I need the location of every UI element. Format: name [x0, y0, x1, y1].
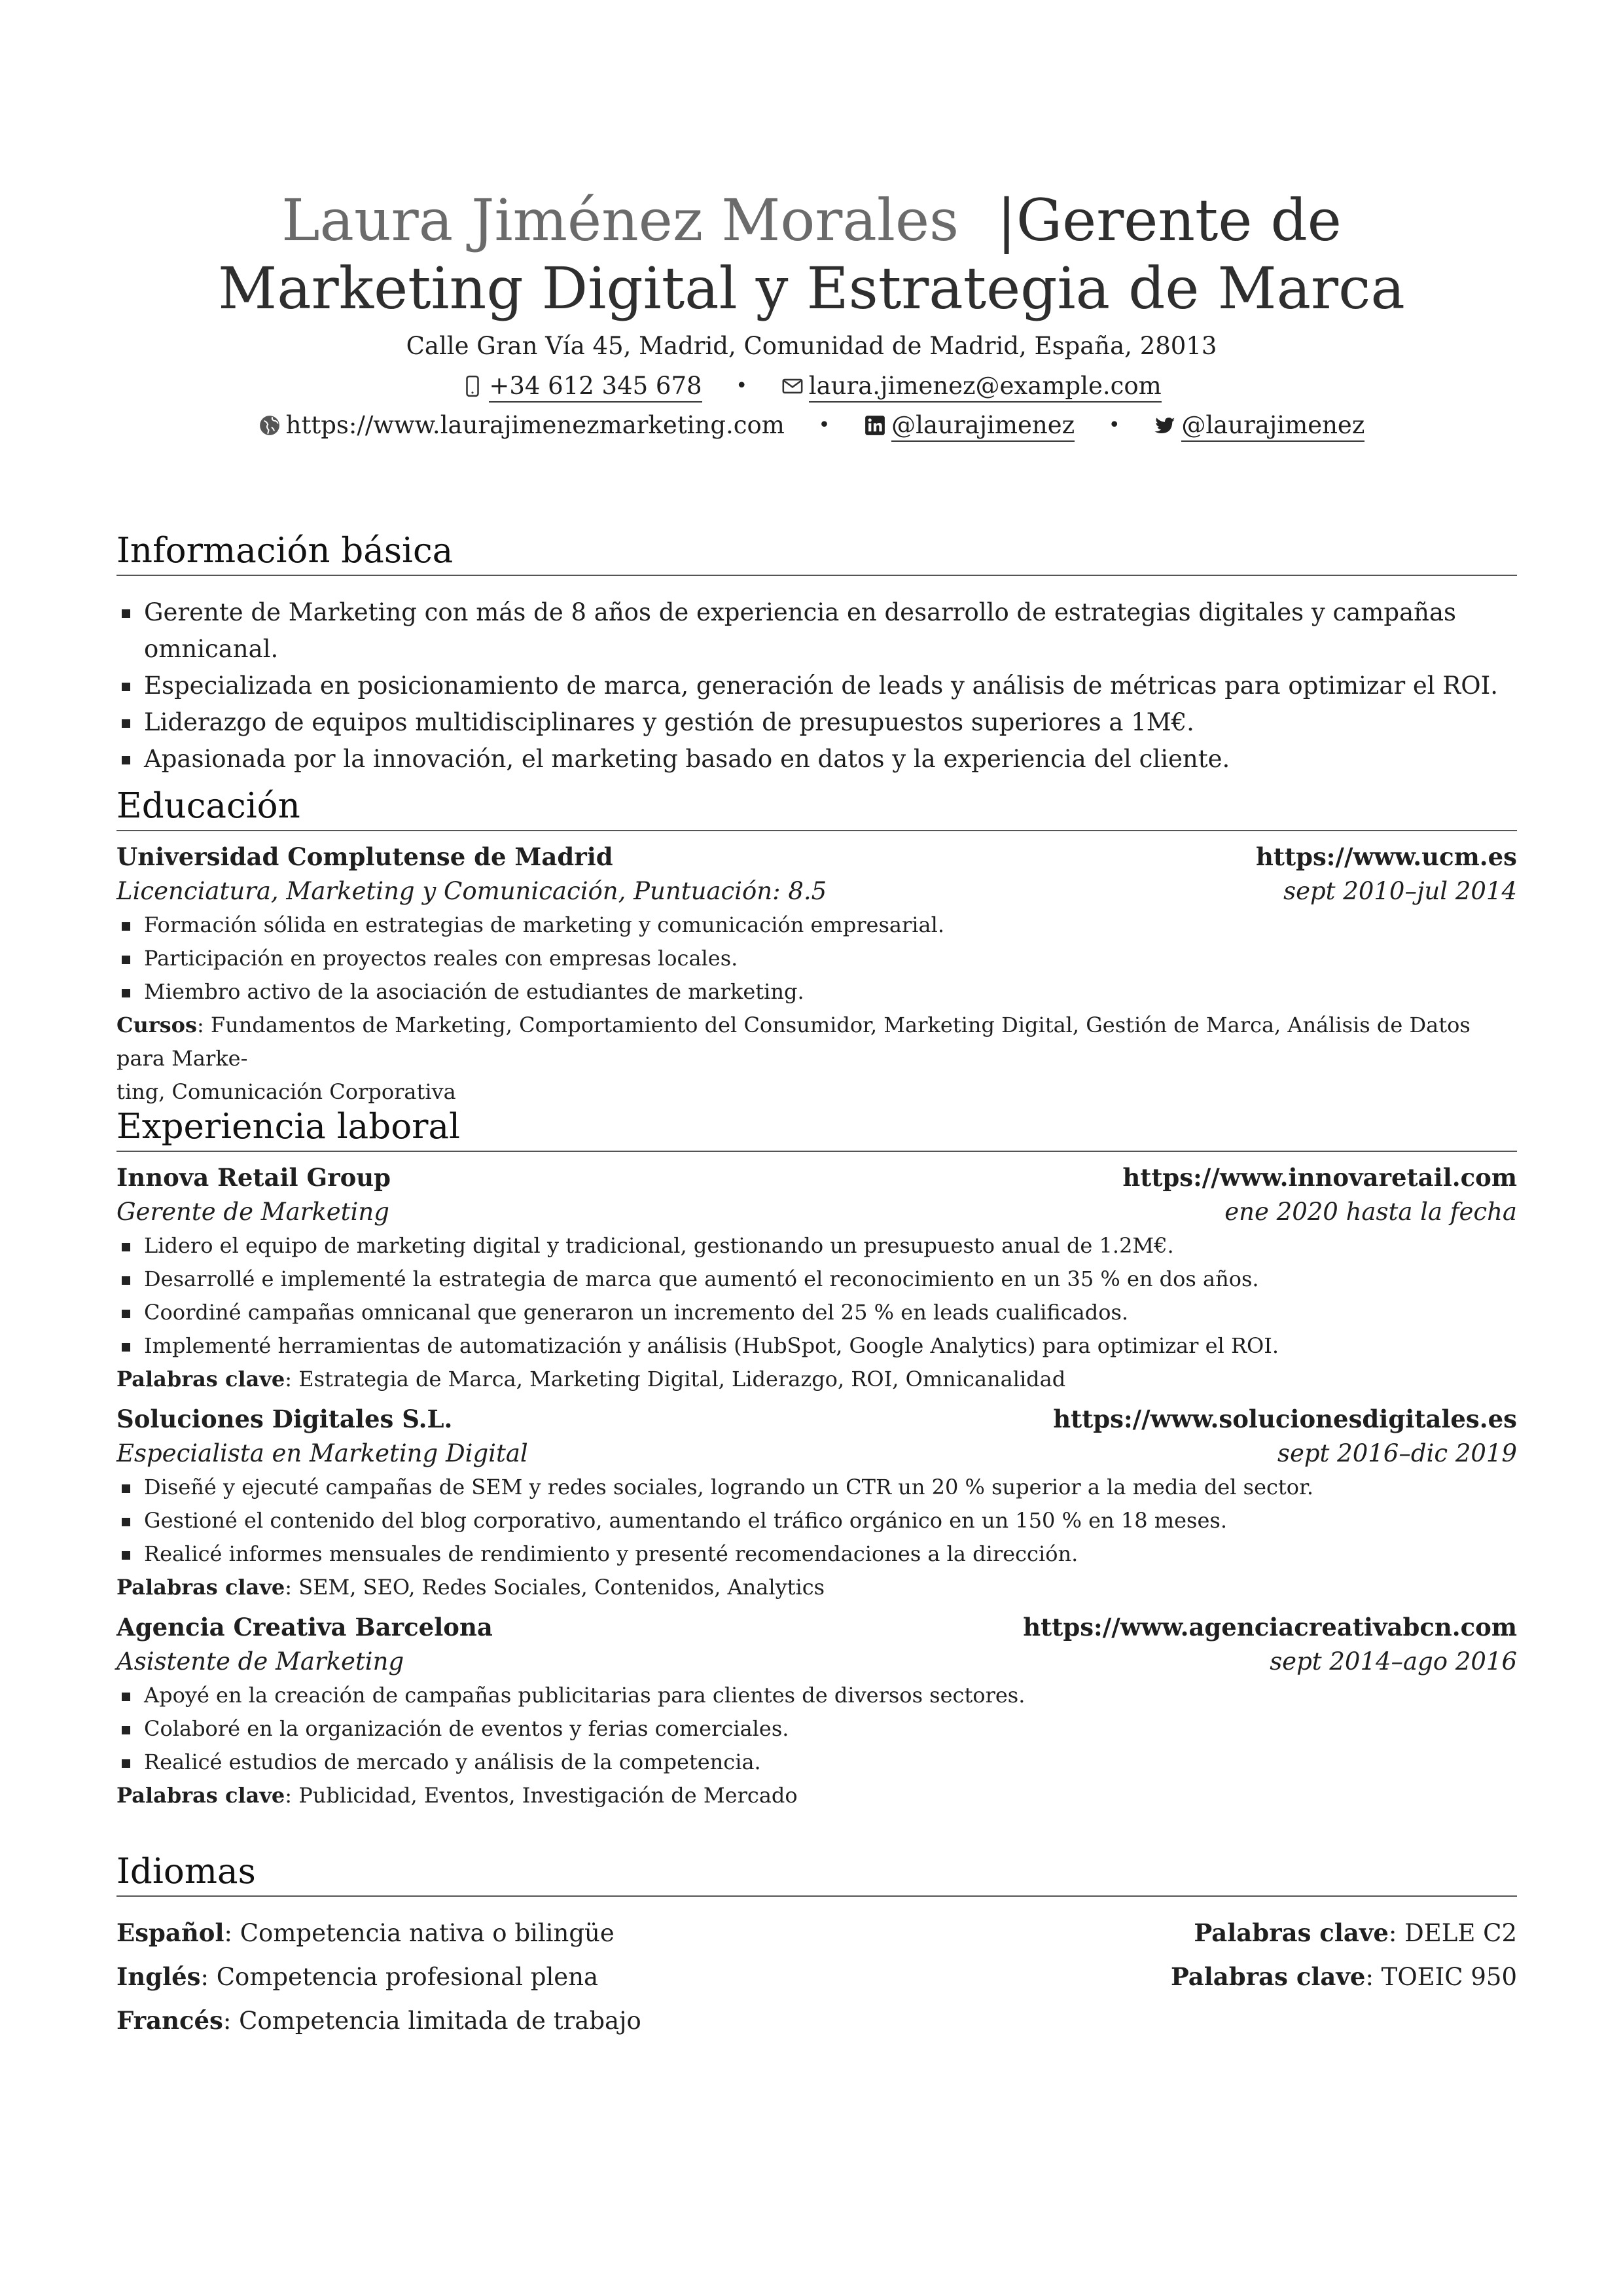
language-name: Francés [116, 2006, 223, 2035]
list-item: Realicé estudios de mercado y análisis de la competencia. [116, 1746, 1517, 1779]
section-title: Experiencia laboral [116, 1106, 1517, 1152]
website-link[interactable]: https://www.laurajimenezmarketing.com [285, 411, 785, 439]
twitter-contact[interactable] [1154, 411, 1364, 440]
cert-label: Palabras clave [1194, 1918, 1389, 1947]
language-level: : Competencia limitada de trabajo [223, 2007, 641, 2035]
section-basic-info [116, 530, 1517, 778]
job-keywords [116, 1571, 1517, 1604]
languages-list [116, 1911, 1517, 2043]
name-title-line-1 [0, 187, 1623, 255]
language-name: Inglés [116, 1962, 201, 1991]
company-name: Soluciones Digitales S.L. [116, 1405, 453, 1433]
section-languages [116, 1851, 1517, 2043]
company-name: Innova Retail Group [116, 1163, 391, 1192]
phone-icon [461, 375, 484, 397]
twitter-icon [1154, 414, 1176, 437]
contact-separator: • [818, 414, 830, 437]
phone-link[interactable]: +34 612 345 678 [489, 372, 702, 403]
list-item: Desarrollé e implementé la estrategia de marca que aumentó el reconocimiento en un 35 % en dos años. [116, 1263, 1517, 1296]
language-row [116, 1999, 1517, 2043]
list-item: Formación sólida en estrategias de marketing y comunicación empresarial. [116, 908, 1517, 942]
phone-contact[interactable] [461, 372, 702, 401]
job-dates: sept 2014–ago 2016 [1270, 1647, 1517, 1676]
keywords-label: Palabras clave [116, 1367, 285, 1391]
website-contact[interactable] [259, 411, 785, 440]
company-name: Agencia Creativa Barcelona [116, 1613, 493, 1641]
globe-icon [259, 414, 281, 437]
company-url[interactable]: https://www.agenciacreativabcn.com [1023, 1613, 1517, 1641]
section-title: Educación [116, 785, 1517, 831]
language-row [116, 1955, 1517, 1999]
linkedin-icon [864, 414, 886, 437]
contact-separator: • [1108, 414, 1120, 437]
contact-row-2 [0, 410, 1623, 440]
cert-label: Palabras clave [1170, 1962, 1366, 1991]
language-cert: : TOEIC 950 [1365, 1963, 1517, 1991]
company-url[interactable]: https://www.solucionesdigitales.es [1053, 1405, 1517, 1433]
list-item: Coordiné campañas omnicanal que generaron un incremento del 25 % en leads cualificados. [116, 1296, 1517, 1329]
section-experience [116, 1106, 1517, 1812]
list-item: Gerente de Marketing con más de 8 años de experiencia en desarrollo de estrategias digitales y campañas omnicanal. [116, 594, 1517, 668]
institution-name: Universidad Complutense de Madrid [116, 842, 613, 871]
section-education [116, 785, 1517, 1109]
keywords-text: : Estrategia de Marca, Marketing Digital, Liderazgo, ROI, Omnicanalidad [285, 1367, 1066, 1391]
resume-header [0, 187, 1623, 440]
title-separator: | [997, 187, 1016, 254]
keywords-text: : Publicidad, Eventos, Investigación de Mercado [285, 1783, 798, 1808]
job-keywords [116, 1779, 1517, 1812]
job-dates: sept 2016–dic 2019 [1277, 1439, 1517, 1467]
courses-label: Cursos [116, 1013, 197, 1037]
job-role: Asistente de Marketing [116, 1647, 404, 1676]
keywords-label: Palabras clave [116, 1783, 285, 1808]
list-item: Lidero el equipo de marketing digital y tradicional, gestionando un presupuesto anual de 1.2M€. [116, 1229, 1517, 1263]
job-title-part-1: Gerente de [1016, 187, 1342, 254]
contact-separator: • [736, 374, 748, 397]
list-item: Colaboré en la organización de eventos y ferias comerciales. [116, 1712, 1517, 1746]
degree: Licenciatura, Marketing y Comunicación, Puntuación: 8.5 [116, 877, 827, 905]
list-item: Realicé informes mensuales de rendimiento y presenté recomendaciones a la dirección. [116, 1537, 1517, 1571]
institution-url[interactable]: https://www.ucm.es [1255, 842, 1517, 871]
linkedin-link[interactable]: @laurajimenez [891, 411, 1075, 442]
courses-text-2: ting, Comunicación Corporativa [116, 1079, 456, 1104]
job-entry [116, 1160, 1517, 1396]
job-role: Especialista en Marketing Digital [116, 1439, 528, 1467]
job-entry [116, 1609, 1517, 1812]
job-list [116, 1679, 1517, 1779]
company-url[interactable]: https://www.innovaretail.com [1122, 1163, 1517, 1192]
section-title: Información básica [116, 530, 1517, 576]
list-item: Liderazgo de equipos multidisciplinares y gestión de presupuestos superiores a 1M€. [116, 704, 1517, 741]
email-link[interactable]: laura.jimenez@example.com [809, 372, 1162, 403]
language-cert: : DELE C2 [1388, 1919, 1517, 1947]
language-level: : Competencia nativa o bilingüe [224, 1919, 615, 1947]
education-dates: sept 2010–jul 2014 [1283, 877, 1517, 905]
basic-info-list [116, 594, 1517, 778]
courses [116, 1009, 1517, 1109]
keywords-text: : SEM, SEO, Redes Sociales, Contenidos, Analytics [285, 1575, 825, 1600]
education-list [116, 908, 1517, 1009]
language-level: : Competencia profesional plena [200, 1963, 599, 1991]
job-role: Gerente de Marketing [116, 1198, 389, 1226]
email-contact[interactable] [781, 372, 1162, 401]
address: Calle Gran Vía 45, Madrid, Comunidad de Madrid, España, 28013 [406, 332, 1217, 360]
section-title: Idiomas [116, 1851, 1517, 1897]
job-entry [116, 1401, 1517, 1604]
list-item: Apasionada por la innovación, el marketing basado en datos y la experiencia del cliente. [116, 741, 1517, 778]
full-name: Laura Jiménez Morales [281, 187, 959, 254]
courses-text-1: : Fundamentos de Marketing, Comportamiento del Consumidor, Marketing Digital, Gestión de Marca, Análisis de Datos para Marke- [116, 1013, 1471, 1071]
list-item: Apoyé en la creación de campañas publicitarias para clientes de diversos sectores. [116, 1679, 1517, 1712]
list-item: Gestioné el contenido del blog corporativo, aumentando el tráfico orgánico en un 150 % en 18 meses. [116, 1504, 1517, 1537]
envelope-icon [781, 375, 804, 397]
list-item: Participación en proyectos reales con empresas locales. [116, 942, 1517, 975]
twitter-link[interactable]: @laurajimenez [1181, 411, 1364, 442]
list-item: Implementé herramientas de automatización y análisis (HubSpot, Google Analytics) para optimizar el ROI. [116, 1329, 1517, 1363]
job-list [116, 1471, 1517, 1571]
job-dates: ene 2020 hasta la fecha [1224, 1198, 1517, 1226]
keywords-label: Palabras clave [116, 1575, 285, 1600]
job-list [116, 1229, 1517, 1363]
language-row [116, 1911, 1517, 1955]
job-title-part-2: Marketing Digital y Estrategia de Marca [218, 255, 1405, 322]
list-item: Especializada en posicionamiento de marca, generación de leads y análisis de métricas para optimizar el ROI. [116, 668, 1517, 704]
job-keywords [116, 1363, 1517, 1396]
language-name: Español [116, 1918, 224, 1947]
education-entry [116, 839, 1517, 1109]
linkedin-contact[interactable] [864, 411, 1075, 440]
list-item: Miembro activo de la asociación de estudiantes de marketing. [116, 975, 1517, 1009]
contact-row-1 [0, 370, 1623, 401]
list-item: Diseñé y ejecuté campañas de SEM y redes sociales, logrando un CTR un 20 % superior a la media del sector. [116, 1471, 1517, 1504]
